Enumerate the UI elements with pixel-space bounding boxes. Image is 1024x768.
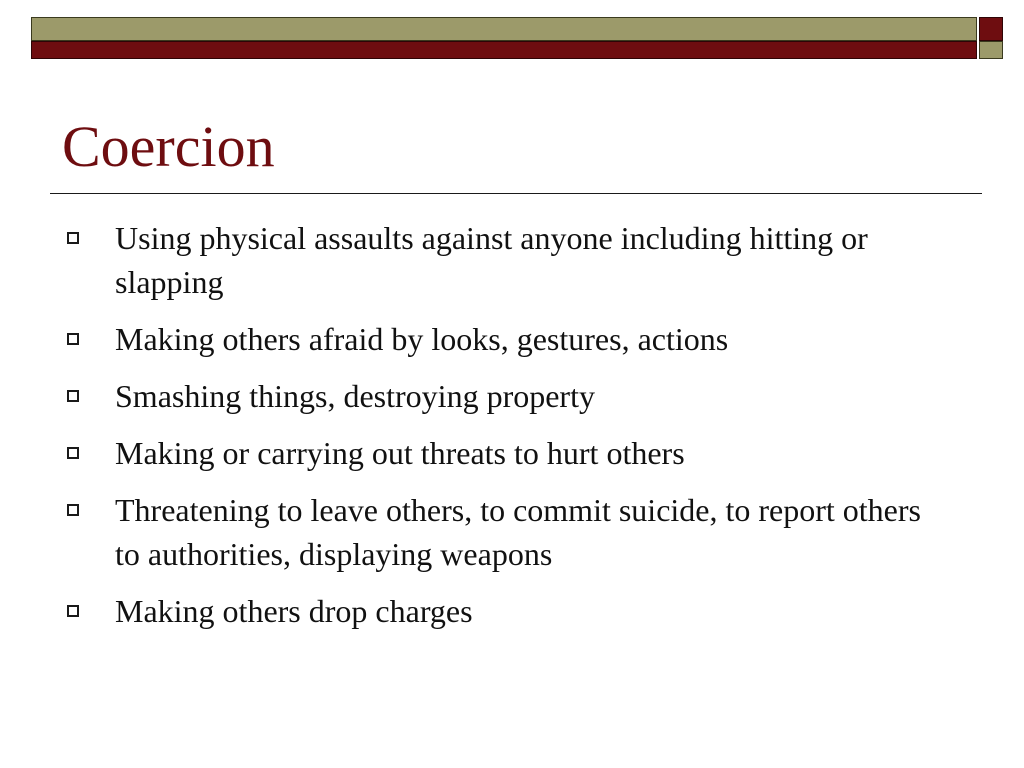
bullet-text: Smashing things, destroying property bbox=[115, 378, 595, 414]
bullet-text: Using physical assaults against anyone including hitting or slapping bbox=[115, 220, 868, 300]
bullet-item bbox=[62, 317, 942, 361]
hollow-square-icon bbox=[67, 390, 79, 402]
bullet-item bbox=[62, 488, 942, 576]
header-square-maroon bbox=[979, 17, 1003, 41]
hollow-square-icon bbox=[67, 447, 79, 459]
bullet-item bbox=[62, 589, 942, 633]
bullet-item bbox=[62, 374, 942, 418]
slide-title: Coercion bbox=[62, 114, 275, 179]
header-bar-olive bbox=[31, 17, 977, 41]
bullet-text: Making or carrying out threats to hurt others bbox=[115, 435, 685, 471]
bullet-text: Making others drop charges bbox=[115, 593, 473, 629]
bullet-text: Threatening to leave others, to commit suicide, to report others to authorities, displaying weapons bbox=[115, 492, 921, 572]
header-bar-maroon bbox=[31, 41, 977, 59]
hollow-square-icon bbox=[67, 333, 79, 345]
bullet-item bbox=[62, 216, 942, 304]
hollow-square-icon bbox=[67, 232, 79, 244]
bullet-item bbox=[62, 431, 942, 475]
title-divider bbox=[50, 193, 982, 194]
bullet-text: Making others afraid by looks, gestures, actions bbox=[115, 321, 729, 357]
bullet-list bbox=[62, 216, 942, 646]
hollow-square-icon bbox=[67, 504, 79, 516]
hollow-square-icon bbox=[67, 605, 79, 617]
header-square-olive bbox=[979, 41, 1003, 59]
